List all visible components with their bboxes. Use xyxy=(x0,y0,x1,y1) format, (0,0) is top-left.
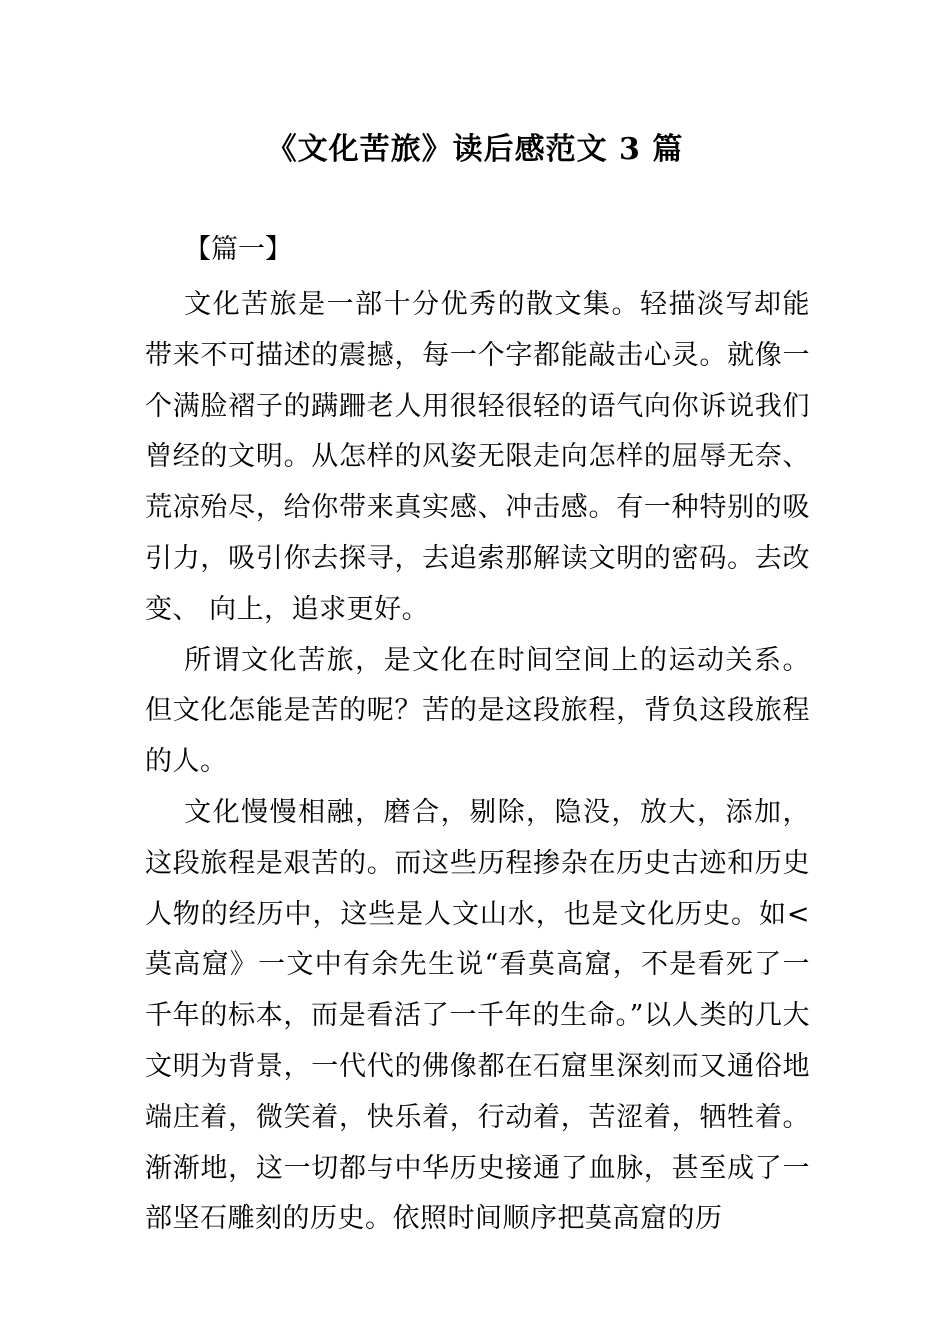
paragraph-1: 文化苦旅是一部十分优秀的散文集。轻描淡写却能带来不可描述的震撼，每一个字都能敲击心灵。就像一个满脸褶子的蹒跚老人用很轻很轻的语气向你诉说我们曾经的文明。从怎样的风姿无限走向怎样的屈辱无奈、荒凉殆尽，给你带来真实感、冲击感。有一种特别的吸引力，吸引你去探寻，去追索那解读文明的密码。去改变、 向上，追求更好。 xyxy=(145,289,810,625)
document-title: 《文化苦旅》读后感范文 3 篇 xyxy=(266,132,684,167)
document-body xyxy=(145,280,810,1245)
paragraph-3: 文化慢慢相融，磨合，剔除，隐没，放大，添加，这段旅程是艰苦的。而这些历程掺杂在历史古迹和历史人物的经历中，这些是人文山水，也是文化历史。如<莫高窟》一文中有余先生说“看莫高窟，不是看死了一千年的标本，而是看活了一千年的生命。”以人类的几大文明为背景，一代代的佛像都在石窟里深刻而又通俗地端庄着，微笑着，快乐着，行动着，苦涩着，牺牲着。渐渐地，这一切都与中华历史接通了血脉，甚至成了一部坚石雕刻的历史。依照时间顺序把莫高窟的历 xyxy=(145,796,810,1235)
paragraph-2: 所谓文化苦旅，是文化在时间空间上的运动关系。但文化怎能是苦的呢？苦的是这段旅程，背负这段旅程的人。 xyxy=(145,644,810,778)
section-heading: 【篇一】 xyxy=(184,234,292,265)
